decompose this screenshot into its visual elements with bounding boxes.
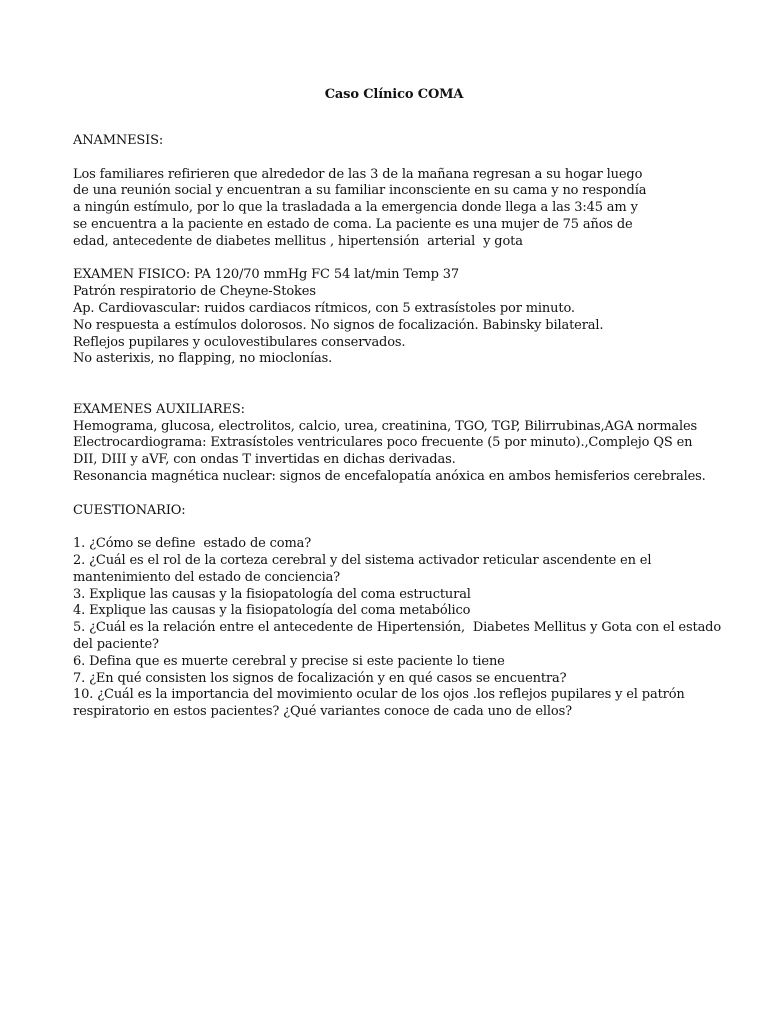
document-page xyxy=(73,86,722,721)
paragraph-line: se encuentra a la paciente en estado de coma. La paciente es una mujer de 75 años de xyxy=(73,216,633,232)
question-line: del paciente? xyxy=(73,636,159,652)
question-line: 4. Explique las causas y la fisiopatología del coma metabólico xyxy=(73,603,471,619)
question-line: 5. ¿Cuál es la relación entre el antecedente de Hipertensión, Diabetes Mellitus y Gota con el estado xyxy=(73,620,722,636)
paragraph-line: Los familiares refirieren que alrededor de las 3 de la mañana regresan a su hogar luego xyxy=(73,166,643,182)
paragraph-line: Resonancia magnética nuclear: signos de encefalopatía anóxica en ambos hemisferios cerebrales. xyxy=(73,468,706,484)
examenes-auxiliares-paragraph xyxy=(73,419,713,486)
paragraph-line: de una reunión social y encuentran a su familiar inconsciente en su cama y no respondía xyxy=(73,183,647,199)
paragraph-line: No asterixis, no flapping, no mioclonías. xyxy=(73,351,333,367)
paragraph-line: Reflejos pupilares y oculovestibulares conservados. xyxy=(73,334,406,350)
examen-fisico-heading-line: EXAMEN FISICO: PA 120/70 mmHg FC 54 lat/min Temp 37 xyxy=(73,267,459,283)
examen-fisico-section xyxy=(73,267,713,368)
paragraph-line: Electrocardiograma: Extrasístoles ventriculares poco frecuente (5 por minuto).,Complejo QS en xyxy=(73,435,693,451)
paragraph-line: edad, antecedente de diabetes mellitus , hipertensión arterial y gota xyxy=(73,233,523,249)
cuestionario-list xyxy=(73,536,722,721)
paragraph-line: DII, DIII y aVF, con ondas T invertidas en dichas derivadas. xyxy=(73,452,456,468)
paragraph-line: Patrón respiratorio de Cheyne-Stokes xyxy=(73,284,316,300)
paragraph-line: a ningún estímulo, por lo que la trasladada a la emergencia donde llega a las 3:45 am y xyxy=(73,200,638,216)
anamnesis-paragraph xyxy=(73,167,713,251)
paragraph-line: Ap. Cardiovascular: ruidos cardiacos rítmicos, con 5 extrasístoles por minuto. xyxy=(73,300,575,316)
question-line: 1. ¿Cómo se define estado de coma? xyxy=(73,536,312,552)
examenes-auxiliares-heading: EXAMENES AUXILIARES: xyxy=(73,401,245,417)
anamnesis-heading: ANAMNESIS: xyxy=(73,133,164,148)
paragraph-line: No respuesta a estímulos dolorosos. No signos de focalización. Babinsky bilateral. xyxy=(73,317,604,333)
question-line: 10. ¿Cuál es la importancia del movimiento ocular de los ojos .los reflejos pupilares y el patrón xyxy=(73,687,685,703)
question-line: mantenimiento del estado de conciencia? xyxy=(73,569,340,585)
question-line: 6. Defina que es muerte cerebral y precise si este paciente lo tiene xyxy=(73,653,505,669)
question-line: respiratorio en estos pacientes? ¿Qué variantes conoce de cada uno de ellos? xyxy=(73,704,572,720)
cuestionario-heading: CUESTIONARIO: xyxy=(73,502,186,518)
paragraph-line: Hemograma, glucosa, electrolitos, calcio, urea, creatinina, TGO, TGP, Bilirrubinas,AGA normales xyxy=(73,418,698,434)
question-line: 3. Explique las causas y la fisiopatología del coma estructural xyxy=(73,586,471,602)
document-title: Caso Clínico COMA xyxy=(324,87,464,102)
question-line: 2. ¿Cuál es el rol de la corteza cerebral y del sistema activador reticular ascendente en el xyxy=(73,552,652,568)
question-line: 7. ¿En qué consisten los signos de focalización y en qué casos se encuentra? xyxy=(73,670,567,686)
